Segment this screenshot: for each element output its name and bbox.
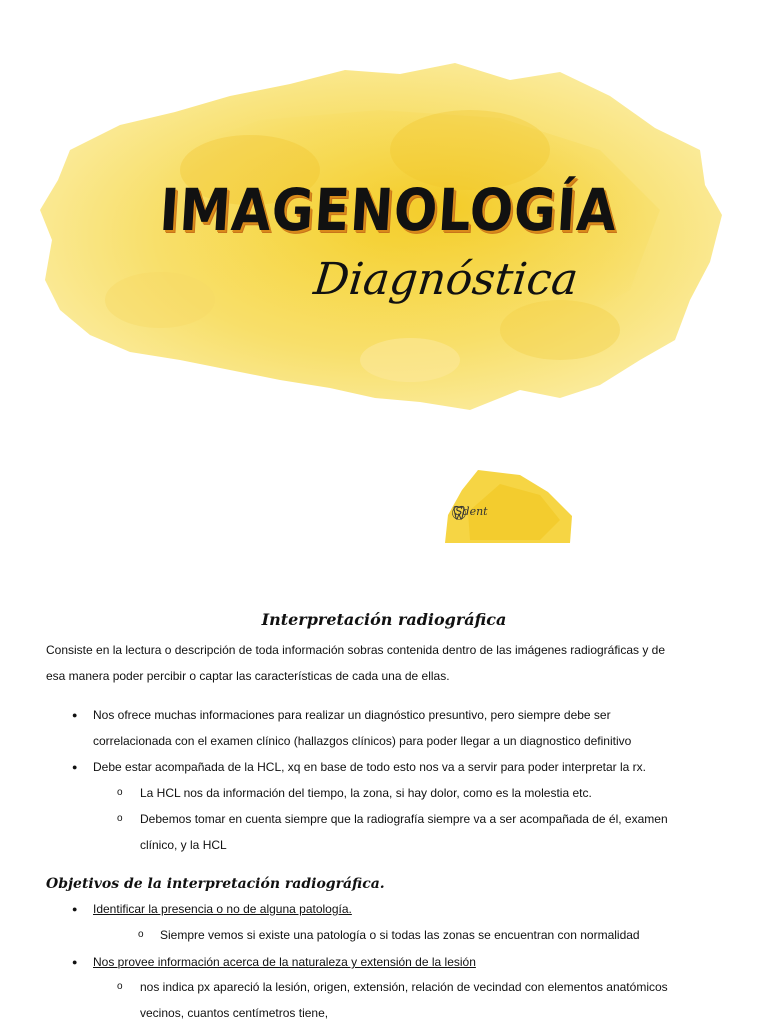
logo-text: Sdent [455,505,488,518]
bullet-marker: ● [72,710,78,720]
intro-paragraph-line2: esa manera poder percibir o captar las características de cada una de ellas. [46,669,450,683]
bullet1-line1: Nos ofrece muchas informaciones para realizar un diagnóstico presuntivo, pero siempre debe ser [93,708,611,722]
bullet-marker: ● [72,762,78,772]
bullet-marker: ● [72,957,78,967]
sub-bullet-marker: o [138,929,144,940]
bullet1-line2: correlacionada con el examen clínico (hallazgos clínicos) para poder llegar a un diagnostico definitivo [93,734,632,748]
bullet2-text: Debe estar acompañada de la HCL, xq en base de todo esto nos va a servir para poder interpretar la rx. [93,760,646,774]
objective1-sub-text: Siempre vemos si existe una patología o si todas las zonas se encuentran con normalidad [160,928,640,942]
author-logo [452,505,488,518]
intro-paragraph-line1: Consiste en la lectura o descripción de toda información sobras contenida dentro de las imágenes radiográficas y de [46,643,666,657]
sub-bullet2-line1: Debemos tomar en cuenta siempre que la radiografía siempre va a ser acompañada de él, examen [140,812,668,826]
objective2-sub-line2: vecinos, cuantos centímetros tiene, [140,1006,329,1020]
section-title-interpretacion: Interpretación radiográfica [261,610,507,629]
sub-bullet-marker: o [117,787,123,798]
sub-bullet-marker: o [117,981,123,992]
sub-bullet2-line2: clínico, y la HCL [140,838,227,852]
section-title-objetivos: Objetivos de la interpretación radiográfica. [46,876,385,892]
objective2-text: Nos provee información acerca de la naturaleza y extensión de la lesión [93,955,476,969]
objective2-sub-line1: nos indica px apareció la lesión, origen, extensión, relación de vecindad con elementos anatómicos [140,980,668,994]
document-title: IMAGENOLOGÍA [157,176,620,244]
sub-bullet1-text: La HCL nos da información del tiempo, la zona, si hay dolor, como es la molestia etc. [140,786,592,800]
objective1-text: Identificar la presencia o no de alguna patología. [93,902,352,916]
document-subtitle: Diagnóstica [311,254,581,305]
sub-bullet-marker: o [117,813,123,824]
bullet-marker: ● [72,904,78,914]
